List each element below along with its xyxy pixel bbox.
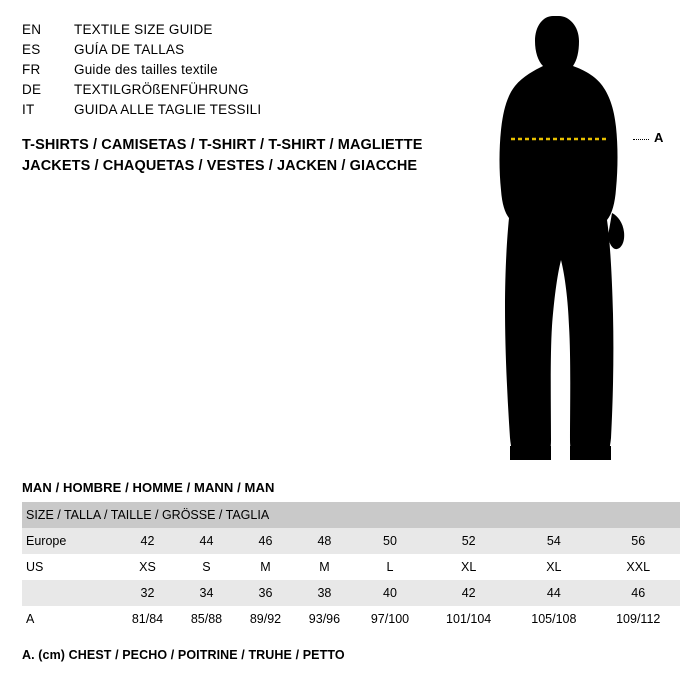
table-cell: 32 [118,580,177,606]
language-text: Guide des tailles textile [74,62,218,77]
table-cell: 36 [236,580,295,606]
table-cell: M [236,554,295,580]
table-cell: 109/112 [596,606,680,632]
row-label-us-numeric [22,580,118,606]
language-title-block [22,22,261,122]
table-cell: XL [426,554,511,580]
language-text: GUIDA ALLE TAGLIE TESSILI [74,102,262,117]
table-cell: 56 [596,528,680,554]
chest-leader-dash [633,139,649,140]
size-table [22,502,680,632]
table-cell: 54 [511,528,596,554]
language-code: IT [22,102,35,117]
language-row [22,62,261,82]
table-cell: 46 [236,528,295,554]
table-cell: 101/104 [426,606,511,632]
garment-line-tshirts: T-SHIRTS / CAMISETAS / T-SHIRT / T-SHIRT / MAGLIETTE [22,137,423,153]
table-cell: 93/96 [295,606,354,632]
language-text: TEXTILGRÖßENFÜHRUNG [74,82,249,97]
male-silhouette-figure [455,8,685,473]
table-cell: 46 [596,580,680,606]
table-cell: 34 [177,580,236,606]
table-cell: 40 [354,580,426,606]
language-text: GUÍA DE TALLAS [74,42,185,57]
table-row [22,528,680,554]
row-label-us: US [22,554,118,580]
table-cell: 44 [177,528,236,554]
table-cell: XXL [596,554,680,580]
silhouette-svg [455,8,685,473]
table-cell: M [295,554,354,580]
size-table-section [22,480,680,662]
language-code: ES [22,42,41,57]
table-cell: S [177,554,236,580]
table-cell: 85/88 [177,606,236,632]
table-cell: L [354,554,426,580]
language-row [22,42,261,62]
language-row [22,22,261,42]
language-code: DE [22,82,42,97]
table-cell: 48 [295,528,354,554]
table-cell: 89/92 [236,606,295,632]
table-cell: 42 [426,580,511,606]
garment-line-jackets: JACKETS / CHAQUETAS / VESTES / JACKEN / GIACCHE [22,157,418,174]
language-code: EN [22,22,42,37]
language-code: FR [22,62,41,77]
size-table-header-row [22,502,680,528]
table-row [22,580,680,606]
table-cell: 42 [118,528,177,554]
table-cell: 50 [354,528,426,554]
size-table-header-label: SIZE / TALLA / TAILLE / GRÖSSE / TAGLIA [22,502,680,528]
size-table-group-title: MAN / HOMBRE / HOMME / MANN / MAN [22,480,275,495]
table-cell: 44 [511,580,596,606]
table-cell: XS [118,554,177,580]
table-cell: XL [511,554,596,580]
row-label-europe: Europe [22,528,118,554]
table-cell: 52 [426,528,511,554]
table-cell: 38 [295,580,354,606]
chest-footnote: A. (cm) CHEST / PECHO / POITRINE / TRUHE / PETTO [22,648,345,662]
table-cell: 81/84 [118,606,177,632]
language-text: TEXTILE SIZE GUIDE [74,22,213,37]
table-row [22,606,680,632]
row-label-chest: A [22,606,118,632]
table-row [22,554,680,580]
chest-marker-label: A [654,130,664,145]
table-cell: 105/108 [511,606,596,632]
language-row [22,82,261,102]
table-cell: 97/100 [354,606,426,632]
language-row [22,102,261,122]
